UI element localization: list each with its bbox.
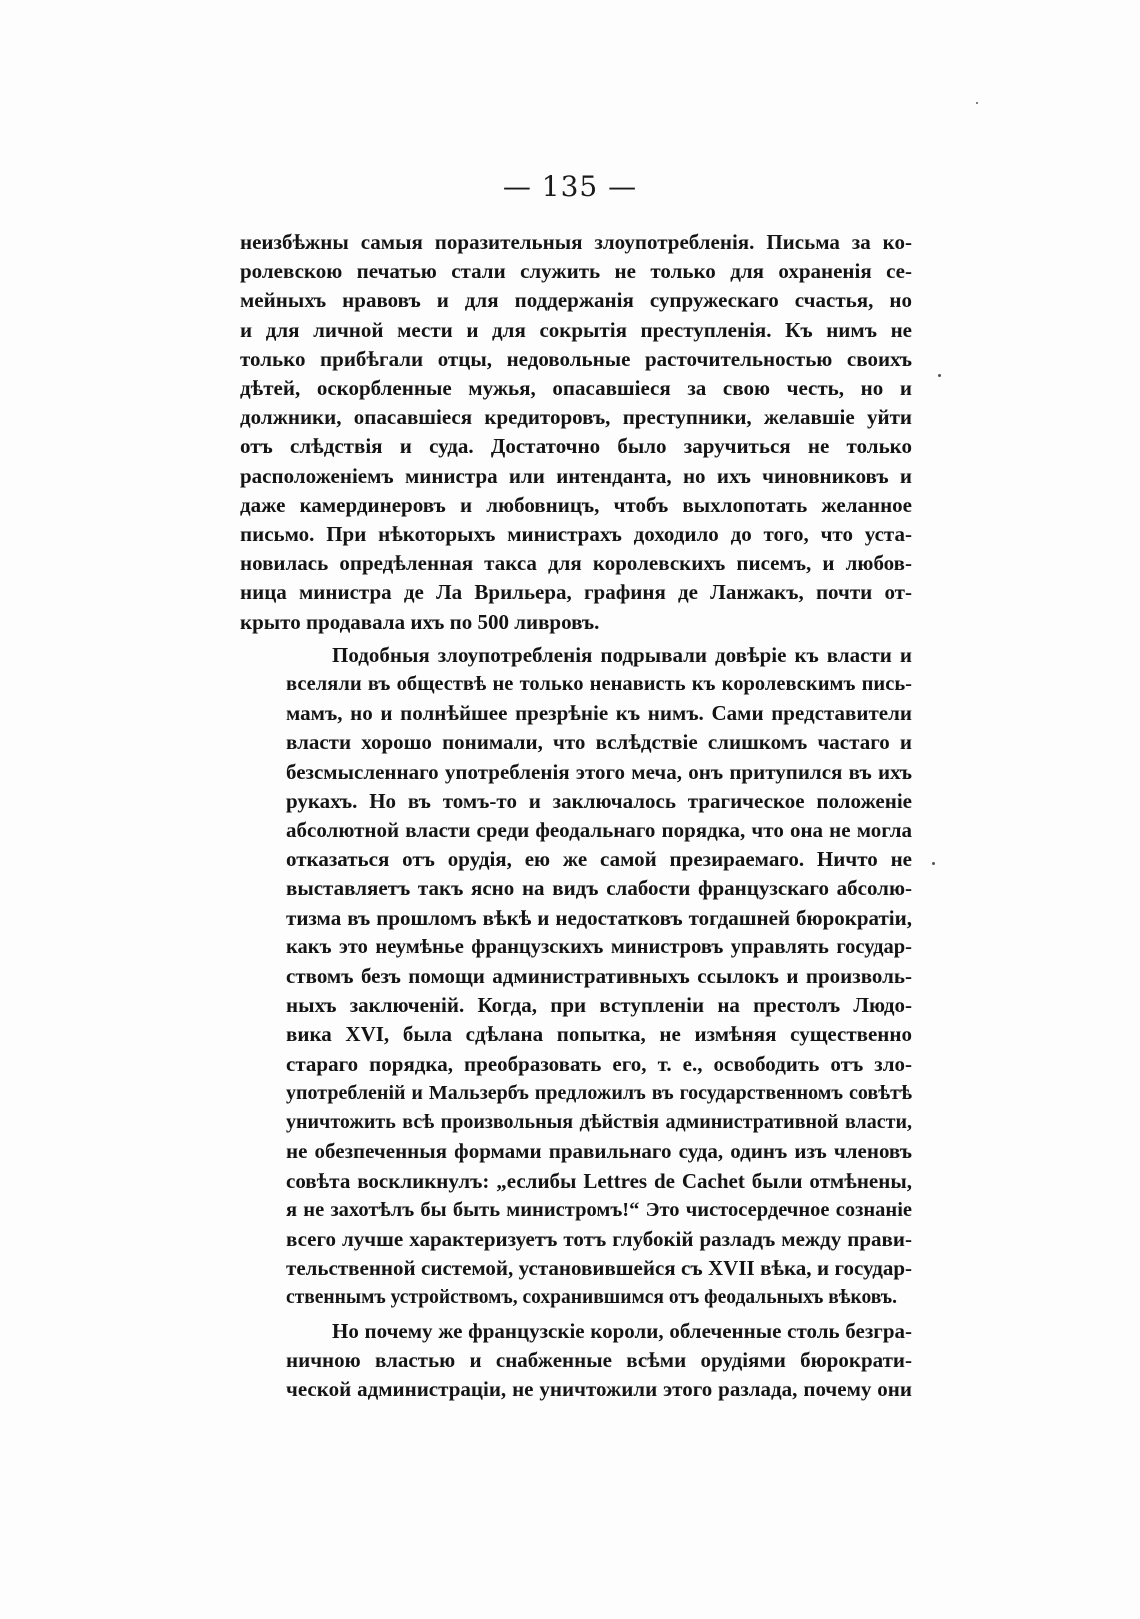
text-line: ролевскою печатью стали служить не только для охраненія се- <box>240 259 912 284</box>
text-line: неизбѣжны самыя поразительныя злоупотребленія. Письма за ко- <box>240 230 912 254</box>
text-line: ческой администраціи, не уничтожили этого разлада, почему они <box>286 1376 912 1401</box>
text-line: вселяли въ обществѣ не только ненависть къ королевскимъ пись- <box>286 673 912 696</box>
text-line: вика XVI, была сдѣлана попытка, не измѣняя существенно <box>286 1022 912 1047</box>
text-line: мейныхъ нравовъ и для поддержанія супружескаго счастья, но <box>240 288 912 313</box>
print-speck <box>932 862 935 865</box>
text-line: какъ это неумѣнье французскихъ министровъ управлять государ- <box>286 935 912 958</box>
paragraph-2 <box>240 641 912 1313</box>
text-line: совѣта воскликнулъ: „еслибы Lettres de Cachet были отмѣнены, <box>286 1168 912 1193</box>
text-line: только прибѣгали отцы, недовольные расточительностью своихъ <box>240 346 912 371</box>
text-line: власти хорошо понимали, что вслѣдствіе слишкомъ частаго и <box>286 730 912 755</box>
text-line: мамъ, но и полнѣйшее презрѣніе къ нимъ. Сами представители <box>286 701 912 726</box>
body-text <box>240 228 912 1404</box>
paragraph-1 <box>240 228 912 637</box>
text-line: ственнымъ устройствомъ, сохранившимся отъ феодальныхъ вѣковъ. <box>286 1287 897 1309</box>
text-line: ница министра де Ла Врильера, графиня де Ланжакъ, почти от- <box>240 580 912 605</box>
text-line: я не захотѣлъ бы быть министромъ!“ Это чистосердечное сознаніе <box>286 1198 912 1221</box>
text-line: письмо. При нѣкоторыхъ министрахъ доходило до того, что уста- <box>240 522 912 547</box>
paragraph-3 <box>240 1317 912 1405</box>
text-line: выставляетъ такъ ясно на видъ слабости французскаго абсолю- <box>286 876 912 901</box>
text-line: Подобныя злоупотребленія подрывали довѣріе къ власти и <box>332 642 912 667</box>
text-line: ничною властью и снабженные всѣми орудіями бюрократи- <box>286 1347 912 1372</box>
print-speck <box>976 102 978 104</box>
text-line: стараго порядка, преобразовать его, т. е., освободить отъ зло- <box>286 1051 912 1076</box>
page-number: — 135 — <box>502 170 638 203</box>
text-line: уничтожить всѣ произвольныя дѣйствія административной власти, <box>286 1111 912 1134</box>
text-line: отказаться отъ орудія, ею же самой презираемаго. Ничто не <box>286 847 912 872</box>
text-line: тизма въ прошломъ вѣкѣ и недостатковъ тогдашней бюрократіи, <box>286 905 912 930</box>
text-line: безсмысленнаго употребленія этого меча, онъ притупился въ ихъ <box>286 759 912 784</box>
text-line: всего лучше характеризуетъ тотъ глубокій разладъ между прави- <box>286 1226 912 1251</box>
text-line: ныхъ заключеній. Когда, при вступленіи на престолъ Людо- <box>286 993 912 1018</box>
text-line: должники, опасавшіеся кредиторовъ, преступники, желавшіе уйти <box>240 405 912 430</box>
text-line: даже камердинеровъ и любовницъ, чтобъ выхлопотать желанное <box>240 492 912 517</box>
text-line: Но почему же французскіе короли, облеченные столь безгра- <box>332 1318 912 1343</box>
text-line: и для личной мести и для сокрытія преступленія. Къ нимъ не <box>240 317 912 342</box>
text-line: рукахъ. Но въ томъ-то и заключалось трагическое положеніе <box>286 788 912 813</box>
text-line: отъ слѣдствія и суда. Достаточно было заручиться не только <box>240 434 912 459</box>
text-line: крыто продавала ихъ по 500 ливровъ. <box>240 609 600 634</box>
text-line: дѣтей, оскорбленные мужья, опасавшіеся за свою честь, но и <box>240 376 912 401</box>
text-line: расположеніемъ министра или интенданта, но ихъ чиновниковъ и <box>240 463 912 488</box>
text-line: не обезпеченныя формами правильнаго суда, одинъ изъ членовъ <box>286 1139 912 1164</box>
text-line: употребленій и Мальзербъ предложилъ въ государственномъ совѣтѣ <box>286 1081 912 1104</box>
print-speck <box>938 374 941 377</box>
text-line: ствомъ безъ помощи административныхъ ссылокъ и произволь- <box>286 964 912 989</box>
text-line: абсолютной власти среди феодальнаго порядка, что она не могла <box>286 818 912 843</box>
text-line: тельственной системой, установившейся съ XVII вѣка, и государ- <box>286 1256 912 1281</box>
text-line: новилась опредѣленная такса для королевскихъ писемъ, и любов- <box>240 551 912 576</box>
